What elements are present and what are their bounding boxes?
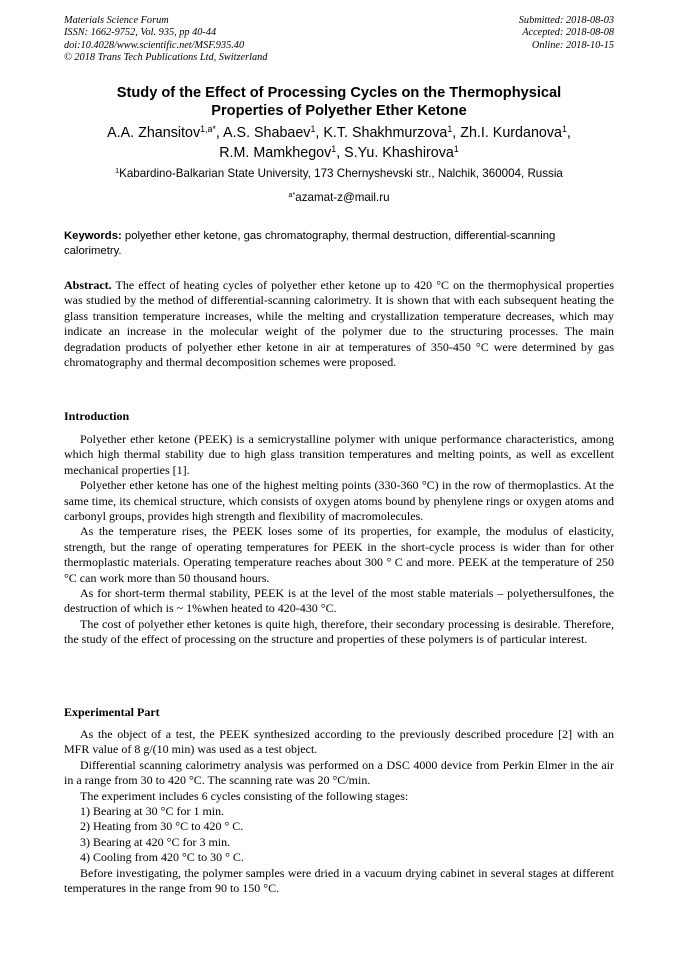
author-line-2 — [64, 143, 614, 163]
paragraph: As the temperature rises, the PEEK loses some of its properties, for example, the modulus of elasticity, strength, but the range of operating temperatures for PEEK in the short-cycle process is wider than for other thermoplastic materials. Operating temperature reaches about 300 ° C and more. PEEK at the temperature of 250 °C can work more than 50 thousand hours. — [64, 524, 614, 585]
keywords-label: Keywords: — [64, 230, 122, 242]
author-name: R.M. Mamkhegov — [219, 145, 332, 161]
author-line-1 — [64, 123, 614, 143]
paragraph: Polyether ether ketone (PEEK) is a semicrystalline polymer with unique performance characteristics, among which high thermal stability due to high glass transition temperatures and melting points, as well as excellent mechanical properties [1]. — [64, 432, 614, 477]
author-separator: , — [315, 125, 324, 141]
experimental-section — [64, 727, 614, 896]
paragraph: Polyether ether ketone has one of the highest melting points (330-360 °C) in the row of thermoplastics. At the same time, its chemical structure, which consists of oxygen atoms bound by phenylene rings or oxygen atoms and carbonyl groups, provides high strength and flexibility of macromolecules. — [64, 478, 614, 524]
publication-dates — [519, 15, 614, 52]
title-line-2: Properties of Polyether Ether Ketone — [211, 103, 467, 119]
author-name: S.Yu. Khashirova — [344, 145, 454, 161]
abstract-label: Abstract. — [64, 278, 112, 292]
paragraph: Before investigating, the polymer samples were dried in a vacuum drying cabinet in several stages at different temperatures in the range from 90 to 150 °C. — [64, 865, 614, 896]
abstract-text: The effect of heating cycles of polyether ether ketone up to 420 °C on the thermophysical properties was studied by the method of differential-scanning calorimetry. It is shown that with each subsequent heating the glass transition temperature increases, while the melting and crystallization temperature decreases, which may indicate an increase in the molecular weight of the polymer due to the structuring processes. The main degradation products of polyether ether ketone in air at temperatures of 350-450 °C were determined by gas chromatography and thermal decomposition schemes were proposed. — [64, 278, 614, 370]
paragraph: The cost of polyether ether ketones is quite high, therefore, their secondary processing is desirable. Therefore, the study of the effect of processing on the structure and properties of these polymers is of particular interest. — [64, 616, 614, 647]
paragraph: As for short-term thermal stability, PEEK is at the level of the most stable materials – polyethersulfones, the destruction of which is ~ 1%when heated to 420-430 °C. — [64, 586, 614, 616]
issn-line: ISSN: 1662-9752, Vol. 935, pp 40-44 — [64, 27, 217, 39]
author-list — [64, 123, 614, 163]
list-item: 4) Cooling from 420 °C to 30 ° C. — [80, 850, 244, 865]
author-affiliation-mark: 1 — [561, 124, 567, 135]
author-name: Zh.I. Kurdanova — [460, 125, 562, 141]
list-item: 1) Bearing at 30 °C for 1 min. — [80, 804, 225, 819]
list-item: 2) Heating from 30 °C to 420 ° C. — [80, 819, 244, 834]
author-name: K.T. Shakhmurzova — [323, 125, 448, 141]
submitted-date: Submitted: 2018-08-03 — [518, 15, 614, 26]
contact-email — [64, 191, 614, 204]
keywords — [64, 229, 614, 260]
accepted-date: Accepted: 2018-08-08 — [522, 27, 614, 39]
author-name: A.S. Shabaev — [223, 125, 311, 141]
affiliation-mark: 1 — [115, 166, 120, 176]
author-separator: , — [336, 145, 345, 161]
keywords-text: polyether ether ketone, gas chromatography, thermal destruction, differential-scanning calorimetry. — [64, 230, 556, 258]
list-item: 3) Bearing at 420 °C for 3 min. — [80, 834, 231, 849]
journal-name: Materials Science Forum — [64, 15, 169, 26]
paragraph: Differential scanning calorimetry analysis was performed on a DSC 4000 device from Perkin Elmer in the air in a range from 30 to 420 °C. The scanning rate was 20 °C/min. — [64, 757, 614, 788]
paragraph: As the object of a test, the PEEK synthesized according to the previously described procedure [2] with an MFR value of 8 g/(10 min) was used as a test object. — [64, 727, 614, 757]
email-address[interactable]: azamat-z@mail.ru — [295, 191, 390, 204]
author-affiliation-mark: 1 — [331, 144, 337, 155]
author-separator: , — [566, 125, 571, 141]
author-affiliation-mark: 1 — [447, 124, 453, 135]
author-name: A.A. Zhansitov — [107, 125, 201, 141]
paper-title — [64, 84, 614, 120]
introduction-heading: Introduction — [64, 409, 130, 423]
author-affiliation-mark: 1,a* — [200, 124, 216, 135]
author-separator: , — [452, 125, 461, 141]
copyright-line: © 2018 Trans Tech Publications Ltd, Switzerland — [64, 51, 268, 63]
author-separator: , — [215, 125, 224, 141]
online-date: Online: 2018-10-15 — [531, 39, 614, 51]
abstract — [64, 278, 614, 370]
paragraph: The experiment includes 6 cycles consisting of the following stages: — [80, 788, 409, 803]
author-affiliation-mark: 1 — [453, 144, 459, 155]
title-line-1: Study of the Effect of Processing Cycles on the Thermophysical — [116, 85, 562, 101]
introduction-section — [64, 432, 614, 648]
affiliation-text: Kabardino-Balkarian State University, 173 Chernyshevski str., Nalchik, 360004, Russia — [119, 167, 563, 180]
author-affiliation-mark: 1 — [310, 124, 316, 135]
email-mark: a* — [288, 190, 296, 200]
doi-line: doi:10.4028/www.scientific.net/MSF.935.40 — [64, 39, 245, 51]
journal-info — [64, 15, 267, 64]
affiliation — [64, 167, 614, 180]
experimental-heading: Experimental Part — [64, 705, 160, 719]
